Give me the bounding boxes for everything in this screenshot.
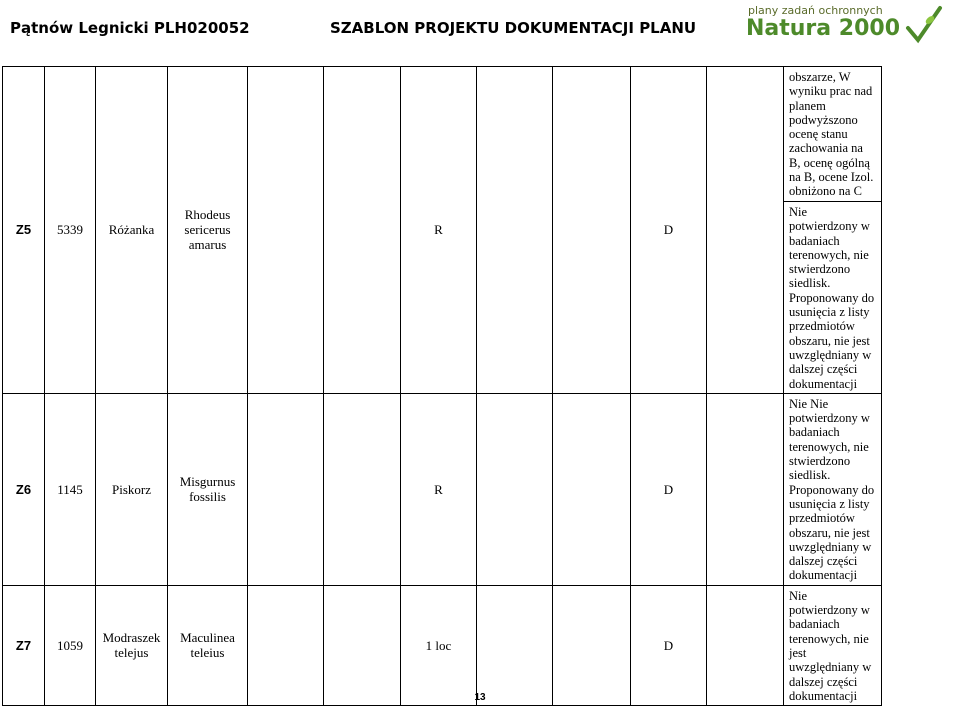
assessment-value: D bbox=[631, 585, 707, 705]
latin-name: Misgurnus fossilis bbox=[168, 393, 248, 585]
common-name: Różanka bbox=[96, 67, 168, 394]
description-cell bbox=[784, 585, 882, 705]
description-cell bbox=[784, 67, 882, 202]
description-text: Nie potwierdzony w badaniach terenowych, nie jest uwzględniany w dalszej części dokumentacji bbox=[789, 588, 872, 703]
assessment-value: D bbox=[631, 393, 707, 585]
latin-name: Maculinea teleius bbox=[168, 585, 248, 705]
page-header bbox=[0, 0, 960, 58]
table-row bbox=[3, 393, 882, 585]
common-name: Piskorz bbox=[96, 393, 168, 585]
description-cell bbox=[784, 202, 882, 394]
logo-brand: Natura 2000 bbox=[746, 16, 901, 41]
species-table bbox=[2, 66, 882, 706]
status-value: R bbox=[401, 393, 477, 585]
site-name: Pątnów Legnicki PLH020052 bbox=[10, 19, 250, 37]
description-text: Nie Nie potwierdzony w badaniach terenowych, nie stwierdzono siedlisk. Proponowany do usunięcia z listy przedmiotów obszaru, nie jest uwzględniany w dalszej części dokumentacji bbox=[789, 396, 875, 583]
row-id: Z6 bbox=[3, 393, 45, 585]
logo-tagline: plany zadań ochronnych bbox=[748, 4, 883, 17]
assessment-value: D bbox=[631, 67, 707, 394]
status-value: 1 loc bbox=[401, 585, 477, 705]
status-value: R bbox=[401, 67, 477, 394]
document-title: SZABLON PROJEKTU DOKUMENTACJI PLANU bbox=[330, 19, 697, 37]
species-code: 5339 bbox=[45, 67, 96, 394]
table-row bbox=[3, 67, 882, 202]
description-cell bbox=[784, 393, 882, 585]
latin-name: Rhodeus sericerus amarus bbox=[168, 67, 248, 394]
description-text: Nie potwierdzony w badaniach terenowych, nie stwierdzono siedlisk. Proponowany do usunięcia z listy przedmiotów obszaru, nie jest uwzględniany w dalszej części dokumentacji bbox=[789, 205, 875, 391]
page-number: 13 bbox=[474, 692, 486, 703]
natura-2000-logo bbox=[740, 2, 952, 48]
description-text: obszarze, W wyniku prac nad planem podwyższono ocenę stanu zachowania na B, ocenę ogólną na B, ocene Izol. obniżono na C bbox=[789, 70, 874, 199]
row-id: Z7 bbox=[3, 585, 45, 705]
common-name: Modraszek telejus bbox=[96, 585, 168, 705]
table-row bbox=[3, 585, 882, 705]
row-id: Z5 bbox=[3, 67, 45, 394]
species-code: 1059 bbox=[45, 585, 96, 705]
species-code: 1145 bbox=[45, 393, 96, 585]
